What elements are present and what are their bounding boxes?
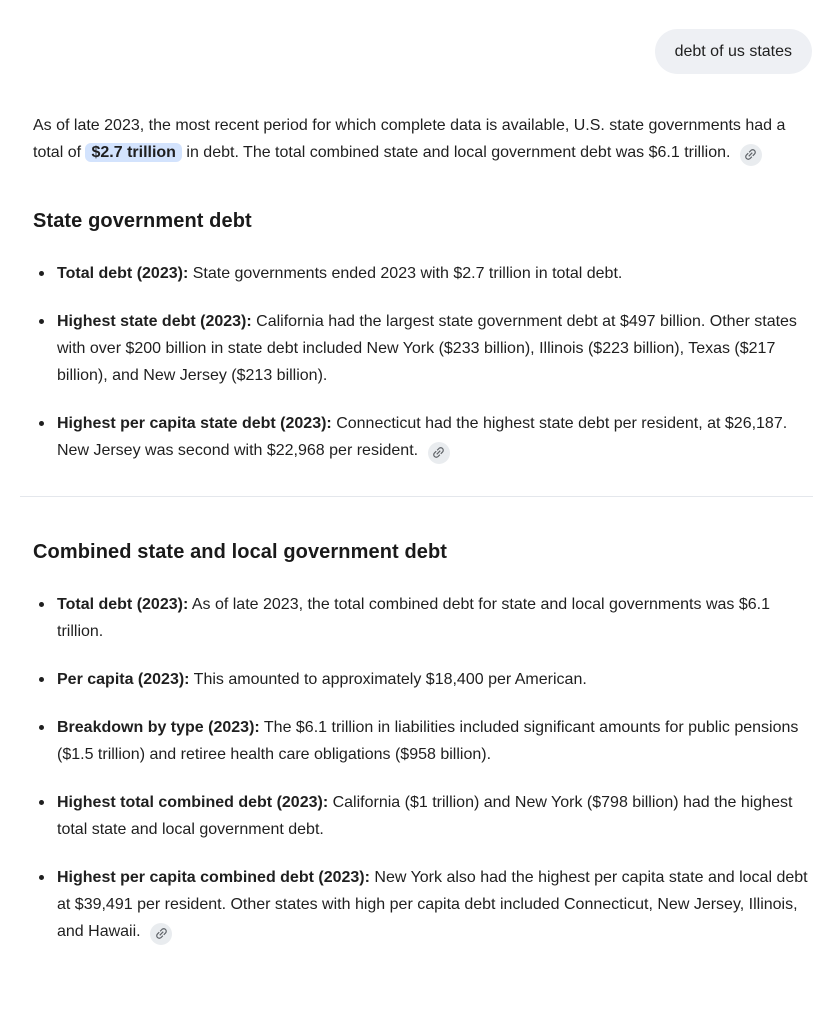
citation-link-icon[interactable] <box>740 144 762 166</box>
citation-link-icon[interactable] <box>150 923 172 945</box>
intro-text-before: As of late 2023, the most recent period for which complete data is available, U.S. state governments had a total of <box>33 117 786 161</box>
bullet-text: California had the largest state government debt at $497 billion. Other states with over $200 billion in state debt included New York ($233 billion), Illinois ($223 billion), Texas ($217 billion), and New Jersey ($213 billion). <box>57 313 797 384</box>
bullet-text: New York also had the highest per capita state and local debt at $39,491 per resident. Other states with high per capita debt included Connecticut, New Jersey, Illinois, and Hawaii. <box>57 869 808 940</box>
bullet-label: Highest state debt (2023): <box>57 313 252 330</box>
bullet-text: As of late 2023, the total combined debt for state and local governments was $6.1 trillion. <box>57 596 770 640</box>
bullet-text: California ($1 trillion) and New York ($798 billion) had the highest total state and local government debt. <box>57 794 793 838</box>
bullet-label: Highest per capita combined debt (2023): <box>57 869 370 886</box>
bullet-text: This amounted to approximately $18,400 per American. <box>189 671 587 688</box>
list-item <box>33 666 812 693</box>
bullet-text: Connecticut had the highest state debt per resident, at $26,187. New Jersey was second with $22,968 per resident. <box>57 415 788 459</box>
citation-link-icon[interactable] <box>428 442 450 464</box>
user-message-bubble <box>655 29 812 74</box>
list-item <box>33 260 812 287</box>
list-item <box>33 789 812 843</box>
bullet-text: State governments ended 2023 with $2.7 trillion in total debt. <box>188 265 623 282</box>
section-heading-combined-debt: Combined state and local government debt <box>33 541 448 563</box>
bullet-label: Highest per capita state debt (2023): <box>57 415 332 432</box>
highlighted-value: $2.7 trillion <box>85 143 181 162</box>
bullet-label: Total debt (2023): <box>57 265 189 282</box>
user-message-text: debt of us states <box>674 43 792 60</box>
list-item <box>33 591 812 645</box>
bullet-text: The $6.1 trillion in liabilities included significant amounts for public pensions ($1.5 trillion) and retiree health care obligations ($958 billion). <box>57 719 799 763</box>
bullet-label: Breakdown by type (2023): <box>57 719 260 736</box>
section-divider <box>20 496 813 497</box>
list-item <box>33 410 812 464</box>
bullet-label: Total debt (2023): <box>57 596 189 613</box>
bullet-label: Highest total combined debt (2023): <box>57 794 329 811</box>
list-item <box>33 308 812 389</box>
intro-paragraph <box>33 112 812 166</box>
list-item <box>33 864 812 945</box>
bullet-label: Per capita (2023): <box>57 671 190 688</box>
intro-text-after: in debt. The total combined state and local government debt was $6.1 trillion. <box>181 144 735 161</box>
list-item <box>33 714 812 768</box>
state-debt-list <box>33 260 812 464</box>
combined-debt-list <box>33 591 812 945</box>
section-heading-state-debt: State government debt <box>33 210 252 232</box>
user-message-row <box>33 29 812 74</box>
assistant-response <box>33 112 812 945</box>
